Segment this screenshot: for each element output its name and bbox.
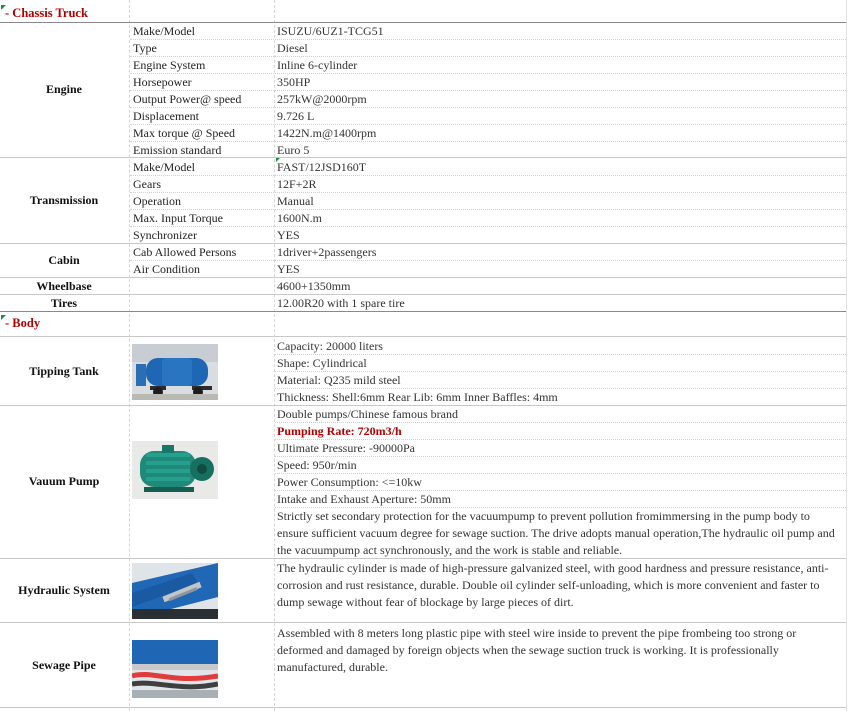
collapse-marker-icon xyxy=(1,5,6,10)
row-divider xyxy=(0,243,846,244)
category-vacuum-pump: Vauum Pump xyxy=(28,474,100,488)
spec-key: Displacement xyxy=(133,109,199,123)
spec-value: Manual xyxy=(277,194,314,208)
spec-value: YES xyxy=(277,228,300,242)
row-divider xyxy=(0,558,846,559)
category-tires: Tires xyxy=(50,296,78,310)
category-hydraulic-system: Hydraulic System xyxy=(18,583,110,597)
spec-value: Shape: Cylindrical xyxy=(277,356,367,370)
hydraulic-system-photo xyxy=(132,563,218,619)
spec-value: 1driver+2passengers xyxy=(277,245,377,259)
spec-value: Ultimate Pressure: -90000Pa xyxy=(277,441,415,455)
spec-value: Intake and Exhaust Aperture: 50mm xyxy=(277,492,451,506)
spec-key: Air Condition xyxy=(133,262,201,276)
spec-key: Make/Model xyxy=(133,160,195,174)
row-divider xyxy=(0,157,846,158)
row-divider xyxy=(0,405,846,406)
spec-value: Inline 6-cylinder xyxy=(277,58,358,72)
category-transmission: Transmission xyxy=(29,193,99,207)
spec-key: Max torque @ Speed xyxy=(133,126,236,140)
spec-key: Type xyxy=(133,41,157,55)
spec-value: Diesel xyxy=(277,41,308,55)
spec-value: 9.726 L xyxy=(277,109,315,123)
spec-key: Gears xyxy=(133,177,161,191)
row-divider xyxy=(0,311,846,312)
category-cabin: Cabin xyxy=(48,253,80,267)
spec-value: FAST/12JSD160T xyxy=(277,160,367,174)
row-divider xyxy=(0,707,846,708)
section-title: Chassis Truck xyxy=(12,6,88,20)
vacuum-pump-description: Strictly set secondary protection for the vacuumpump to prevent pollution fromimmersing in the pump body to ensure sufficient vacuum degree for sewage suction. The drive adopts manual operation,The hydraulic oil pump and the vacuumpump act synchronously, and the work is stable and reliable. xyxy=(277,509,835,557)
vacuum-pump-photo xyxy=(132,441,218,499)
spec-value: 1422N.m@1400rpm xyxy=(277,126,377,140)
sewage-pipe-photo xyxy=(132,640,218,698)
spec-value: Euro 5 xyxy=(277,143,310,157)
spec-key: Output Power@ speed xyxy=(133,92,242,106)
spec-key: Engine System xyxy=(133,58,206,72)
pumping-rate: Pumping Rate: 720m3/h xyxy=(277,424,402,438)
spec-value: 1600N.m xyxy=(277,211,322,225)
row-divider xyxy=(0,622,846,623)
spec-value: YES xyxy=(277,262,300,276)
row-divider xyxy=(0,336,846,337)
row-divider xyxy=(0,294,846,295)
spec-value: 257kW@2000rpm xyxy=(277,92,367,106)
spec-key: Operation xyxy=(133,194,181,208)
spec-key: Make/Model xyxy=(133,24,195,38)
hydraulic-description: The hydraulic cylinder is made of high-pressure galvanized steel, with good hardness and pressure resistance, anti-corrosion and rust resistance, durable. Double oil cylinder self-unloading, which is more convenient and faster to dump sewage without fear of blockage by large pieces of dirt. xyxy=(277,561,829,609)
sewage-pipe-description: Assembled with 8 meters long plastic pipe with steel wire inside to prevent the pipe frombeing too strong or deformed and damaged by foreign objects when the sewage suction truck is working. It is professionally manufactured, durable. xyxy=(277,626,797,674)
section-chassis-truck[interactable]: - Chassis Truck xyxy=(0,4,88,22)
spec-key: Horsepower xyxy=(133,75,192,89)
column-divider xyxy=(846,0,847,711)
spec-value: Speed: 950r/min xyxy=(277,458,357,472)
spec-value: 4600+1350mm xyxy=(277,279,351,293)
section-title: Body xyxy=(12,316,41,330)
spec-key: Cab Allowed Persons xyxy=(133,245,237,259)
category-wheelbase: Wheelbase xyxy=(36,279,92,293)
tipping-tank-photo xyxy=(132,344,218,400)
row-divider xyxy=(0,22,846,23)
spec-value: Capacity: 20000 liters xyxy=(277,339,383,353)
spec-key: Emission standard xyxy=(133,143,222,157)
spec-key: Synchronizer xyxy=(133,228,197,242)
spec-value: Power Consumption: <=10kw xyxy=(277,475,422,489)
spec-value: 350HP xyxy=(277,75,311,89)
spec-value: 12.00R20 with 1 spare tire xyxy=(277,296,405,310)
spec-value: Material: Q235 mild steel xyxy=(277,373,401,387)
spec-value: Thickness: Shell:6mm Rear Lib: 6mm Inner Baffles: 4mm xyxy=(277,390,558,404)
spec-key: Max. Input Torque xyxy=(133,211,223,225)
category-sewage-pipe: Sewage Pipe xyxy=(32,658,96,672)
spec-value: ISUZU/6UZ1-TCG51 xyxy=(277,24,384,38)
spec-value: Double pumps/Chinese famous brand xyxy=(277,407,458,421)
category-tipping-tank: Tipping Tank xyxy=(29,364,99,378)
row-divider xyxy=(0,277,846,278)
section-body[interactable]: - Body xyxy=(0,314,40,332)
collapse-marker-icon xyxy=(1,315,6,320)
spec-value: 12F+2R xyxy=(277,177,317,191)
category-engine: Engine xyxy=(45,82,82,96)
